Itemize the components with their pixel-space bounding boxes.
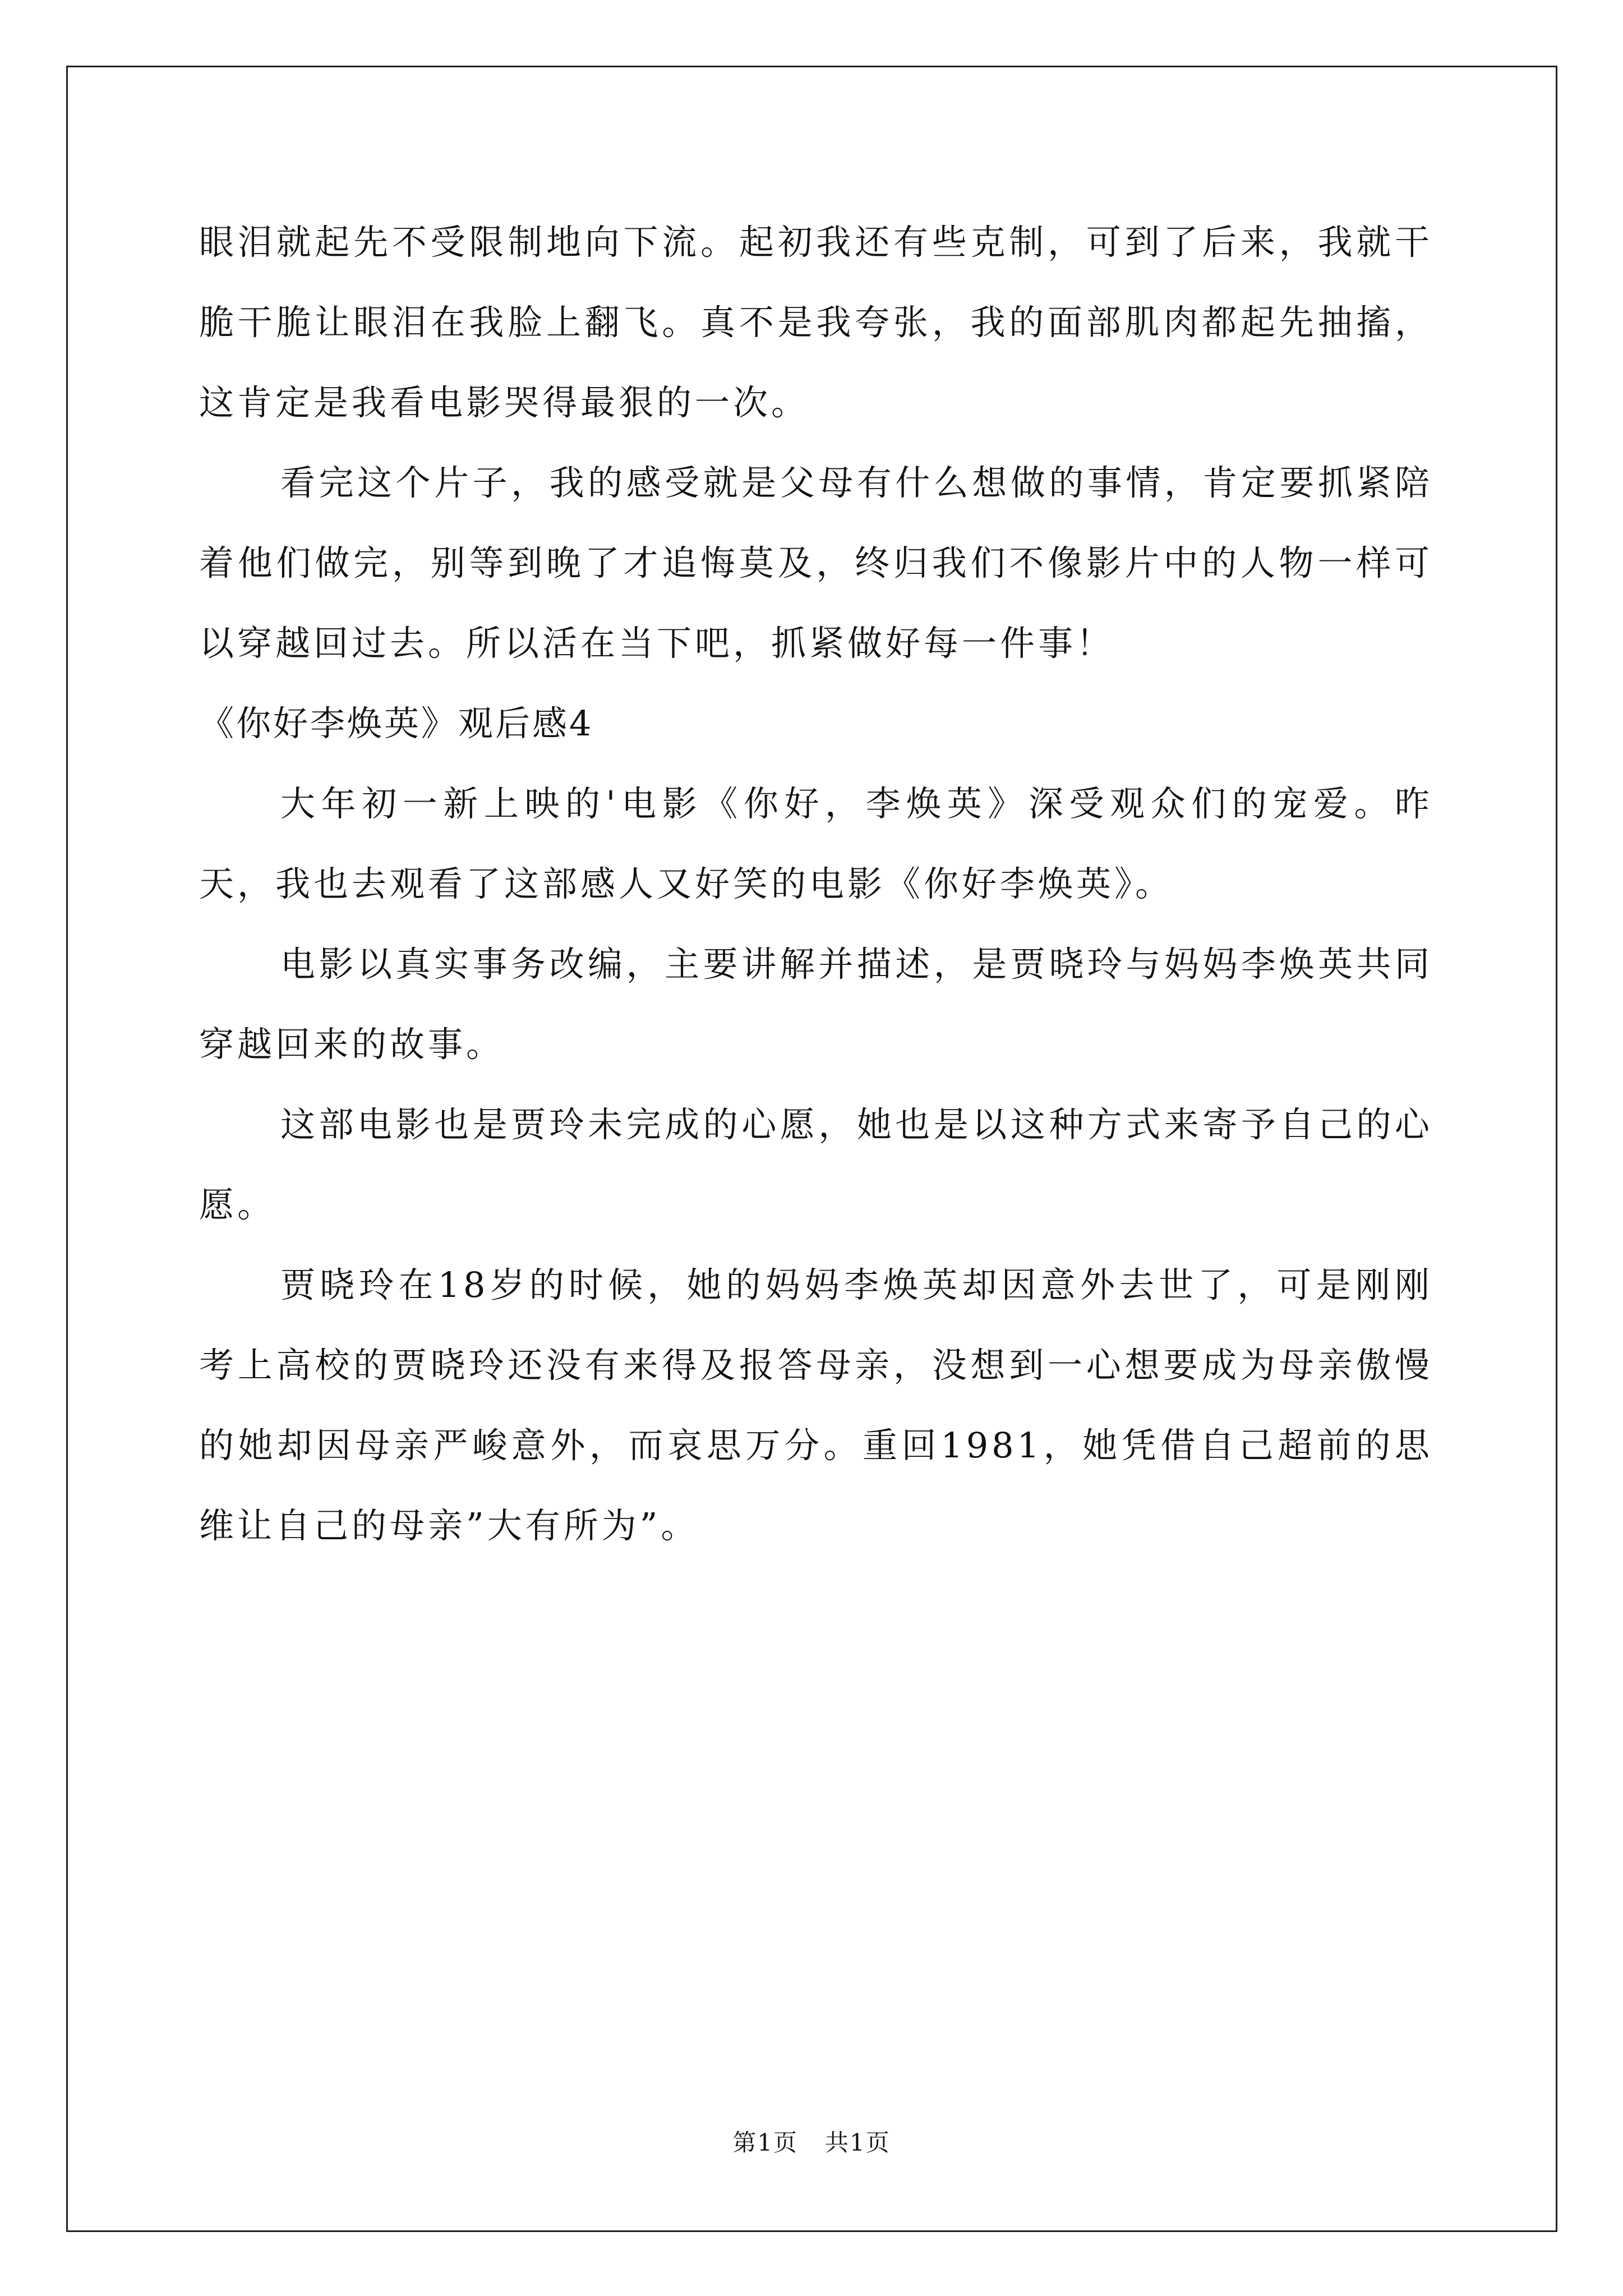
paragraph: 贾晓玲在18岁的时候，她的妈妈李焕英却因意外去世了，可是刚刚考上高校的贾晓玲还没有来得及报答母亲，没想到一心想要成为母亲傲慢的她却因母亲严峻意外，而哀思万分。重回1981，她凭借自己超前的思维让自己的母亲”大有所为”。 [199,1264,1433,1546]
page-number-total: 共1页 [825,2129,891,2156]
page-footer [0,2126,1623,2160]
paragraph: 电影以真实事务改编，主要讲解并描述，是贾晓玲与妈妈李焕英共同穿越回来的故事。 [199,944,1433,1065]
page-number-current: 第1页 [732,2129,798,2156]
paragraph: 大年初一新上映的'电影《你好，李焕英》深受观众们的宠爱。昨天，我也去观看了这部感人又好笑的电影《你好李焕英》。 [199,783,1433,904]
paragraph: 这部电影也是贾玲未完成的心愿，她也是以这种方式来寄予自己的心愿。 [199,1104,1433,1225]
paragraph-continuation: 眼泪就起先不受限制地向下流。起初我还有些克制，可到了后来，我就干脆干脆让眼泪在我脸上翻飞。真不是我夸张，我的面部肌肉都起先抽搐，这肯定是我看电影哭得最狠的一次。 [199,222,1433,423]
paragraph: 看完这个片子，我的感受就是父母有什么想做的事情，肯定要抓紧陪着他们做完，别等到晚了才追悔莫及，终归我们不像影片中的人物一样可以穿越回过去。所以活在当下吧，抓紧做好每一件事！ [199,462,1433,664]
section-heading: 《你好李焕英》观后感4 [199,703,594,744]
document-body [199,202,1433,1566]
